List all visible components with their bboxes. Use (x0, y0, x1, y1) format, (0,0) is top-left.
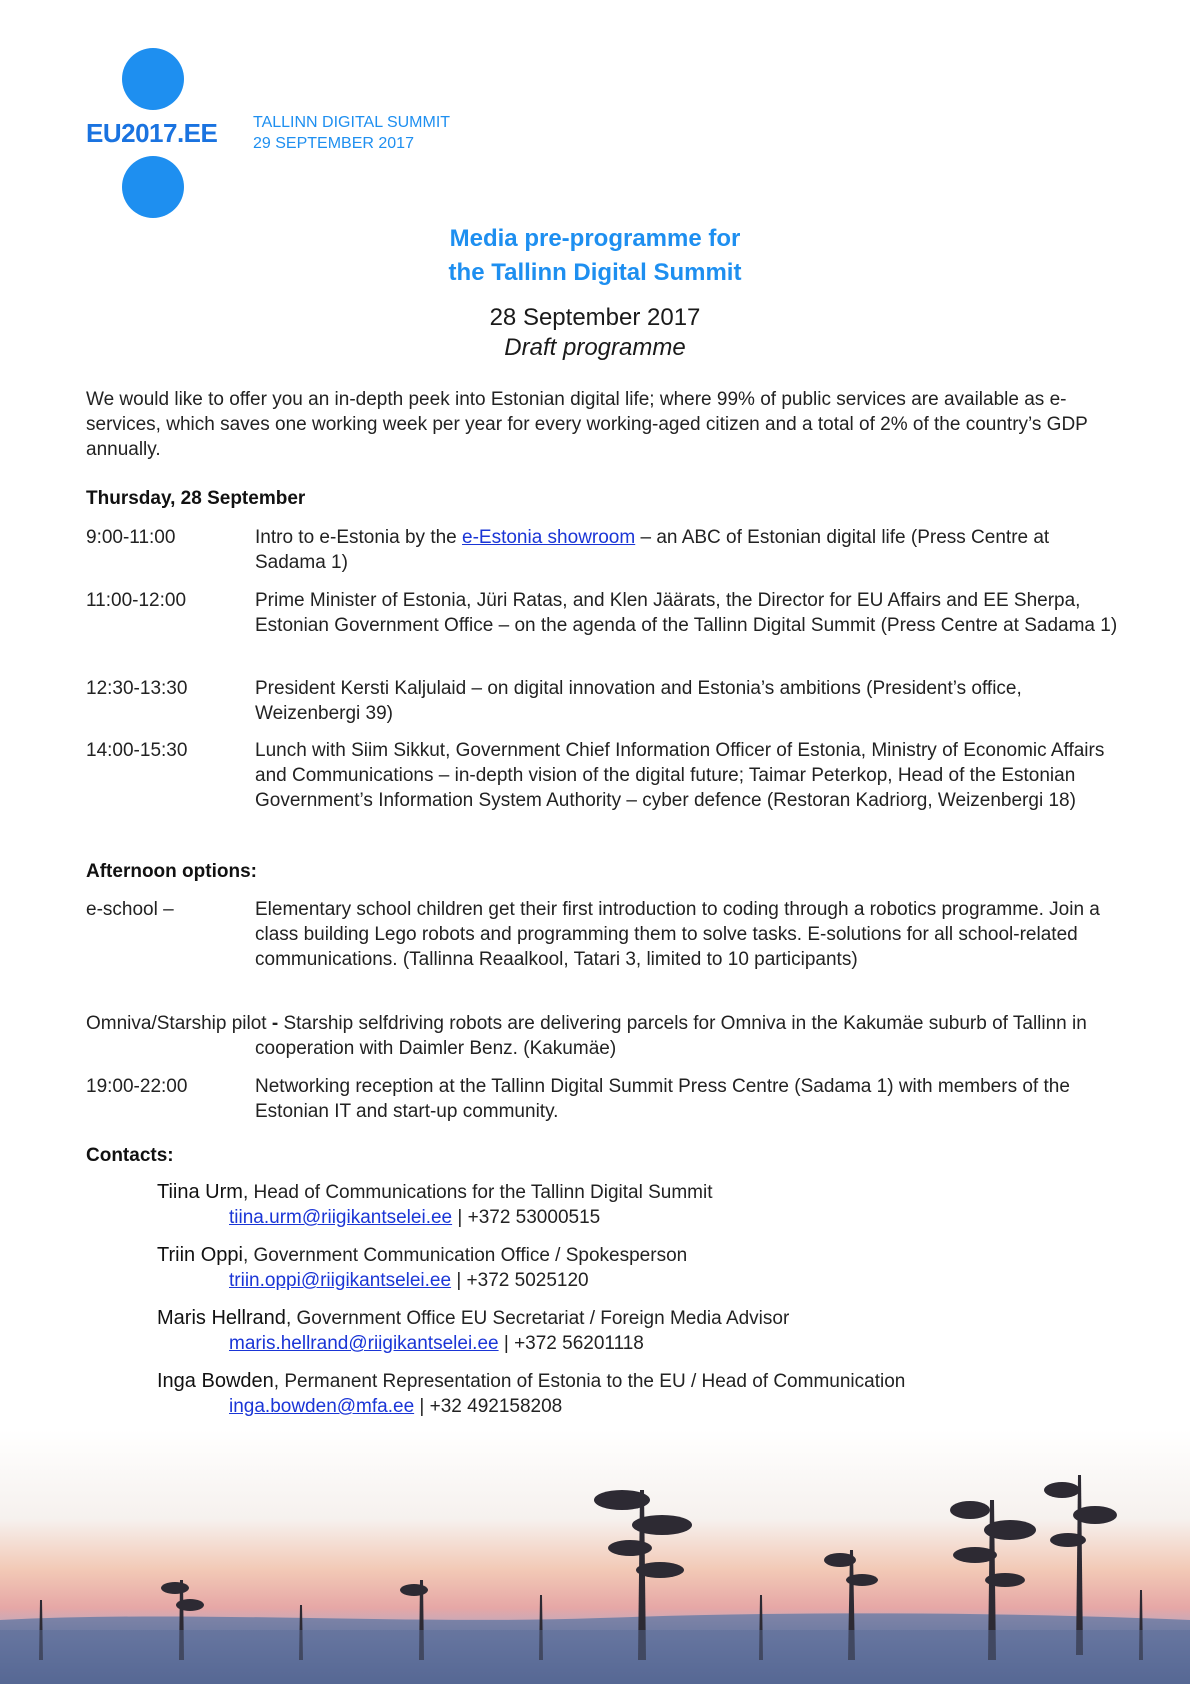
contact-email-link[interactable]: triin.oppi@riigikantselei.ee (229, 1270, 452, 1291)
contact-email-link[interactable]: maris.hellrand@riigikantselei.ee (229, 1333, 499, 1354)
contact-phone: | +372 56201118 (498, 1333, 644, 1354)
contact-phone: | +372 53000515 (452, 1207, 601, 1228)
title-line-1: Media pre-programme for (449, 225, 741, 252)
afternoon-heading: Afternoon options: (86, 861, 257, 882)
event-info (253, 112, 450, 154)
event-name: TALLINN DIGITAL SUMMIT (253, 114, 451, 131)
omniva-label: Omniva/Starship pilot (86, 1013, 267, 1034)
contact-role: , Government Office EU Secretariat / Foreign Media Advisor (285, 1308, 790, 1329)
schedule-description: President Kersti Kaljulaid – on digital innovation and Estonia’s ambitions (President’s office, Weizenbergi 39) (255, 678, 1022, 724)
subtitle (0, 303, 1190, 363)
schedule-description: Prime Minister of Estonia, Jüri Ratas, and Klen Jäärats, the Director for EU Affairs and EE Sherpa, Estonian Government Office – on the agenda of the Tallinn Digital Summit (Press Centre at Sadama 1) (255, 590, 1118, 636)
schedule-time: 11:00-12:00 (86, 590, 187, 611)
intro-paragraph: We would like to offer you an in-depth peek into Estonian digital life; where 99% of public services are available as e-services, which saves one working week per year for every working-aged citizen and a total of 2% of the country’s GDP annually. (86, 389, 1088, 460)
contact-email-link[interactable]: inga.bowden@mfa.ee (229, 1396, 415, 1417)
programme-status: Draft programme (504, 334, 686, 361)
showroom-link[interactable]: e-Estonia showroom (462, 527, 636, 548)
evening-description: Networking reception at the Tallinn Digital Summit Press Centre (Sadama 1) with members of the Estonian IT and start-up community. (255, 1076, 1070, 1122)
contact-name: Triin Oppi (157, 1244, 243, 1266)
contact-entry (157, 1306, 1117, 1356)
contact-name: Inga Bowden (157, 1370, 274, 1392)
title-line-2: the Tallinn Digital Summit (448, 259, 742, 286)
schedule-time: 14:00-15:30 (86, 740, 188, 761)
schedule-text: – an ABC of Estonian digital life (Press Centre at Sadama 1) (255, 527, 1050, 573)
contact-role: , Head of Communications for the Tallinn Digital Summit (242, 1182, 713, 1203)
page-title (0, 222, 1190, 290)
schedule-description (255, 525, 1125, 575)
afternoon-description: Elementary school children get their first introduction to coding through a robotics programme. Join a class building Lego robots and programming them to solve tasks. E-solutions for all school-related communications. (Tallinna Reaalkool, Tatari 3, limited to 10 participants) (255, 899, 1100, 970)
contact-email-link[interactable]: tiina.urm@riigikantselei.ee (229, 1207, 453, 1228)
contact-name: Tiina Urm (157, 1181, 243, 1203)
contact-role: , Permanent Representation of Estonia to the EU / Head of Communication (273, 1371, 906, 1392)
day-heading: Thursday, 28 September (86, 488, 306, 509)
schedule-time: 12:30-13:30 (86, 678, 188, 699)
contact-phone: | +32 492158208 (414, 1396, 563, 1417)
contacts-heading: Contacts: (86, 1145, 174, 1166)
contact-entry (157, 1180, 1117, 1230)
sunset-landscape-image (0, 1430, 1190, 1684)
contact-entry (157, 1243, 1117, 1293)
schedule-description: Lunch with Siim Sikkut, Government Chief Information Officer of Estonia, Ministry of Economic Affairs and Communications – in-depth vision of the digital future; Taimar Peterkop, Head of the Estonian Government’s Information System Authority – cyber defence (Restoran Kadriorg, Weizenbergi 18) (255, 740, 1105, 811)
programme-date: 28 September 2017 (489, 304, 701, 331)
omniva-description: Starship selfdriving robots are delivering parcels for Omniva in the Kakumäe suburb of Tallinn in cooperation with Daimler Benz. (Kakumäe) (255, 1013, 1087, 1059)
contact-name: Maris Hellrand (157, 1307, 286, 1329)
schedule-text: Intro to e-Estonia by the (255, 527, 463, 548)
omniva-row (86, 1011, 1126, 1061)
contact-role: , Government Communication Office / Spokesperson (242, 1245, 688, 1266)
contact-entry (157, 1369, 1117, 1419)
event-date: 29 SEPTEMBER 2017 (253, 135, 414, 152)
logo-text: EU2017.EE (86, 118, 218, 148)
afternoon-label: e-school – (86, 899, 174, 920)
logo-dot-bottom (122, 156, 184, 218)
contact-phone: | +372 5025120 (451, 1270, 589, 1291)
logo-dot-top (122, 48, 184, 110)
schedule-time: 9:00-11:00 (86, 527, 176, 548)
evening-time: 19:00-22:00 (86, 1076, 188, 1097)
omniva-separator: - (271, 1013, 279, 1034)
